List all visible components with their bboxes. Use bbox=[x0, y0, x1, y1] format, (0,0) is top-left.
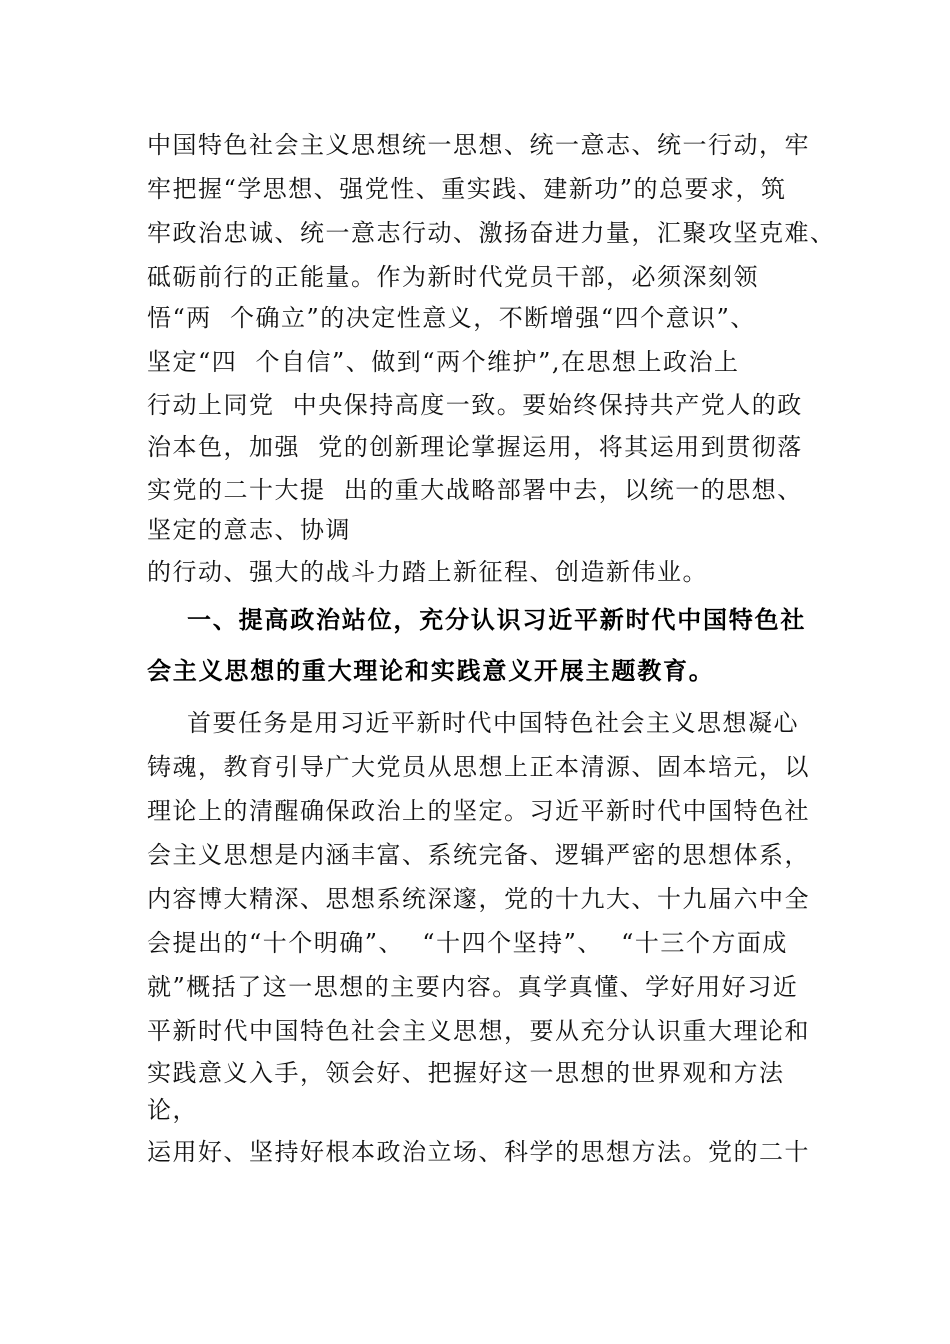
body-line: 实践意义入手，领会好、把握好这一思想的世界观和方法 bbox=[147, 1059, 785, 1087]
section-heading: 会主义思想的重大理论和实践意义开展主题教育。 bbox=[147, 656, 715, 685]
intro-line: 实党的二十大提 出的重大战略部署中去，以统一的思想、 bbox=[147, 476, 803, 504]
intro-line: 悟“两 个确立”的决定性意义，不断增强“四个意识”、 bbox=[147, 304, 756, 332]
intro-line: 行动上同党 中央保持高度一致。要始终保持共产党人的政 bbox=[147, 391, 803, 419]
intro-line: 的行动、强大的战斗力踏上新征程、创造新伟业。 bbox=[147, 558, 708, 586]
intro-line: 中国特色社会主义思想统一思想、统一意志、统一行动，牢 bbox=[147, 131, 810, 159]
intro-line: 坚定“四 个自信”、做到“两个维护”,在思想上政治上 bbox=[147, 348, 740, 376]
intro-line: 坚定的意志、协调 bbox=[147, 516, 351, 544]
body-line: 首要任务是用习近平新时代中国特色社会主义思想凝心 bbox=[187, 709, 799, 737]
body-line: 会提出的“十个明确”、 “十四个坚持”、 “十三个方面成 bbox=[147, 929, 788, 957]
intro-line: 牢把握“学思想、强党性、重实践、建新功”的总要求，筑 bbox=[147, 175, 787, 203]
intro-line: 砥砺前行的正能量。作为新时代党员干部，必须深刻领 bbox=[147, 263, 759, 291]
body-line: 论， bbox=[147, 1096, 198, 1124]
section-heading: 一、提高政治站位，充分认识习近平新时代中国特色社 bbox=[187, 605, 807, 634]
body-line: 铸魂，教育引导广大党员从思想上正本清源、固本培元，以 bbox=[147, 753, 810, 781]
body-line: 平新时代中国特色社会主义思想，要从充分认识重大理论和 bbox=[147, 1017, 810, 1045]
body-line: 会主义思想是内涵丰富、系统完备、逻辑严密的思想体系， bbox=[147, 841, 810, 869]
body-line: 运用好、坚持好根本政治立场、科学的思想方法。党的二十 bbox=[147, 1138, 810, 1166]
body-line: 就”概括了这一思想的主要内容。真学真懂、学好用好习近 bbox=[147, 973, 799, 1001]
intro-line: 治本色，加强 党的创新理论掌握运用，将其运用到贯彻落 bbox=[147, 433, 803, 461]
body-line: 理论上的清醒确保政治上的坚定。习近平新时代中国特色社 bbox=[147, 797, 810, 825]
body-line: 内容博大精深、思想系统深邃，党的十九大、十九届六中全 bbox=[147, 885, 810, 913]
intro-line: 牢政治忠诚、统一意志行动、激扬奋进力量，汇聚攻坚克难、 bbox=[147, 219, 836, 247]
